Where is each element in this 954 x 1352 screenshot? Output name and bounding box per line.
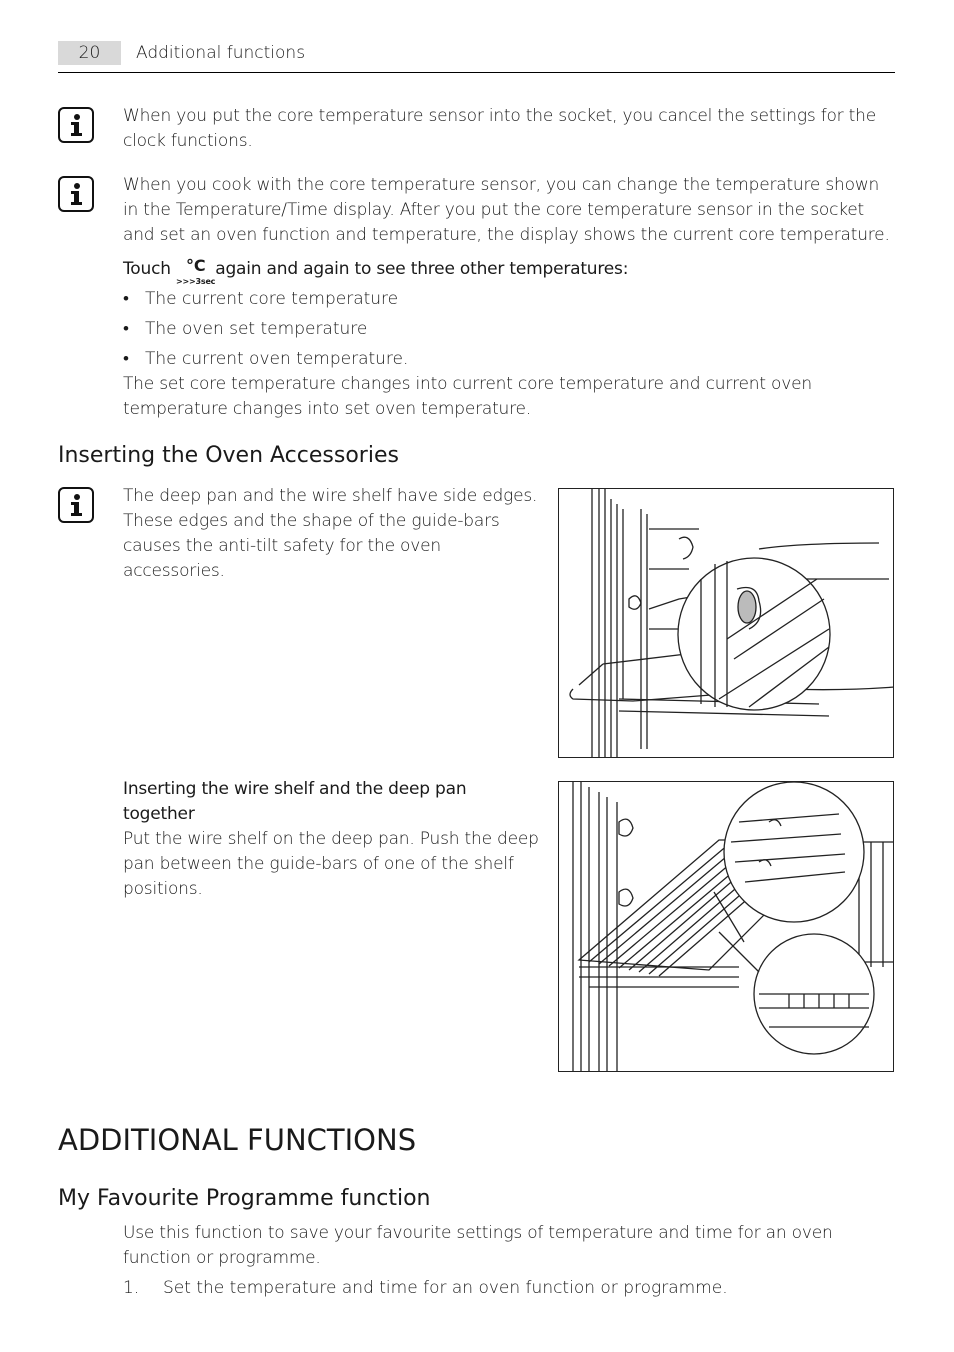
touch-label: Touch (123, 259, 171, 279)
note-anti-tilt: The deep pan and the wire shelf have side edges. These edges and the shape of the guide-bars causes the anti-tilt safety for the oven accessories. (123, 486, 538, 581)
list-item: • The current core temperature (123, 289, 399, 309)
info-icon (58, 487, 94, 523)
temperature-button-symbol-icon: °C >>>3sec (176, 256, 216, 286)
page-header (58, 38, 895, 73)
touch-continued: again and again to see three other temperatures: (215, 259, 629, 279)
favourite-intro: Use this function to save your favourite settings of temperature and time for an oven function or programme. (123, 1223, 833, 1268)
shelf-pan-instructions: Put the wire shelf on the deep pan. Push the deep pan between the guide-bars of one of the shelf positions. (123, 829, 539, 899)
list-item: • The oven set temperature (123, 319, 368, 339)
oven-side-edge-illustration (558, 488, 894, 758)
note-clock-cancel: When you put the core temperature sensor into the socket, you cancel the settings for the clock functions. (123, 106, 876, 151)
wire-shelf-deep-pan-illustration (558, 781, 894, 1072)
list-item: 1. Set the temperature and time for an oven function or programme. (123, 1278, 728, 1298)
page-number: 20 (58, 41, 121, 65)
info-icon (58, 176, 94, 212)
heading-oven-accessories: Inserting the Oven Accessories (58, 443, 399, 468)
temperature-summary: The set core temperature changes into current core temperature and current oven temperature changes into set oven temperature. (123, 374, 812, 419)
running-title: Additional functions (136, 43, 306, 63)
list-item: • The current oven temperature. (123, 349, 409, 369)
touch-instruction (123, 256, 898, 286)
note-core-temperature: When you cook with the core temperature sensor, you can change the temperature shown in the Temperature/Time display. After you put the core temperature sensor in the socket and set an oven function and temperature, the display shows the current core temperature. (123, 175, 890, 245)
chapter-heading: ADDITIONAL FUNCTIONS (58, 1123, 417, 1157)
subheading-shelf-pan: Inserting the wire shelf and the deep pan together (123, 779, 467, 824)
heading-favourite-programme: My Favourite Programme function (58, 1186, 431, 1211)
info-icon (58, 107, 94, 143)
